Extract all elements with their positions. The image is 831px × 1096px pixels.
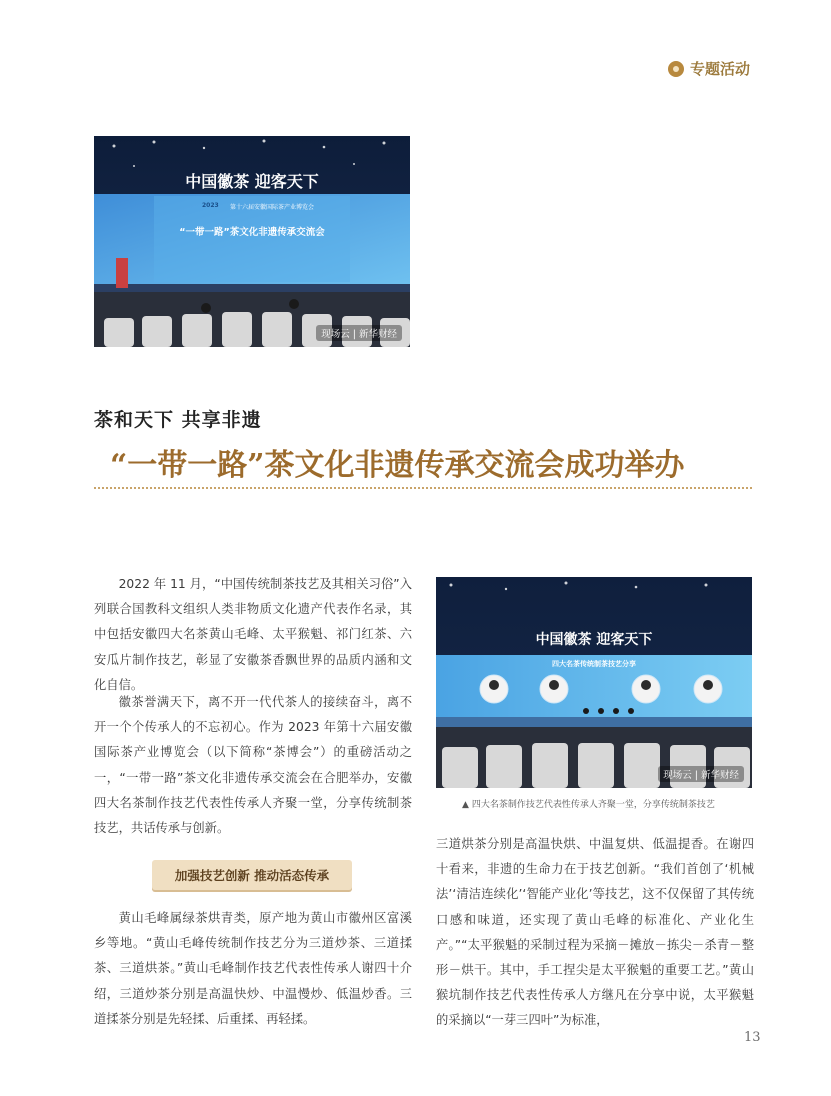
event-photo-mid — [436, 577, 752, 788]
screen-title: 四大名茶传统制茶技艺分享 — [552, 660, 636, 668]
section-tag — [668, 58, 750, 79]
screen-year: 2023 — [202, 202, 219, 209]
photo-source-badge: 现场云 | 新华财经 — [658, 766, 744, 782]
caption-text: 四大名茶制作技艺代表性传承人齐聚一堂，分享传统制茶技艺 — [471, 800, 715, 810]
screen-brand: 中国徽茶 迎客天下 — [535, 632, 653, 648]
section-heading: 加强技艺创新 推动活态传承 — [152, 860, 352, 890]
photo-source-badge: 现场云 | 新华财经 — [316, 325, 402, 341]
event-photo-top — [94, 136, 410, 347]
page-number: 13 — [744, 1030, 761, 1045]
paragraph-3: 黄山毛峰属绿茶烘青类，原产地为黄山市徽州区富溪乡等地。“黄山毛峰传统制作技艺分为三道炒茶、三道揉茶、三道烘茶。”黄山毛峰制作技艺代表性传承人谢四十介绍，三道炒茶分别是高温快炒、中温慢炒、低温炒香。三道揉茶分别是先轻揉、后重揉、再轻揉。 — [94, 911, 412, 1026]
photo-caption — [462, 797, 715, 810]
paragraph-4: 三道烘茶分别是高温快烘、中温复烘、低温提香。在谢四十看来，非遗的生命力在于技艺创新。“我们首创了‘机械法’‘清洁连续化’‘智能产业化’等技艺，这不仅保留了其传统口感和味道，还实现了黄山毛峰的标准化、产业化生产。”“太平猴魁的采制过程为采摘－摊放－拣尖－杀青－整形－烘干。其中，手工捏尖是太平猴魁的重要工艺。”黄山猴坑制作技艺代表性传承人方继凡在分享中说，太平猴魁的采摘以“一芽三四叶”为标准， — [436, 837, 754, 1028]
paragraph-2: 徽茶誉满天下，离不开一代代茶人的接续奋斗，离不开一个个传承人的不忘初心。作为 2023 年第十六届安徽国际茶产业博览会（以下简称“茶博会”）的重磅活动之一，“一带一路”茶文化非遗传承交流会在合肥举办，安徽四大名茶制作技艺代表性传承人齐聚一堂，分享传统制茶技艺，共话传承与创新。 — [94, 695, 412, 836]
article-subtitle: 茶和天下 共享非遗 — [94, 409, 262, 431]
article-title: “一带一路”茶文化非遗传承交流会成功举办 — [110, 448, 685, 483]
circle-dot-icon — [668, 61, 684, 77]
screen-brand: 中国徽茶 迎客天下 — [185, 172, 319, 191]
paragraph-1: 2022 年 11 月，“中国传统制茶技艺及其相关习俗”入列联合国教科文组织人类非物质文化遗产代表作名录，其中包括安徽四大名茶黄山毛峰、太平猴魁、祁门红茶、六安瓜片制作技艺，彰显了安徽茶香飘世界的品质内涵和文化自信。 — [94, 577, 412, 692]
screen-expo-name: 第十六届安徽国际茶产业博览会 — [230, 204, 315, 211]
screen-title: “一带一路”茶文化非遗传承交流会 — [179, 227, 325, 238]
title-divider — [94, 487, 752, 489]
triangle-up-icon: ▲ — [462, 800, 469, 810]
section-label: 专题活动 — [690, 60, 751, 78]
